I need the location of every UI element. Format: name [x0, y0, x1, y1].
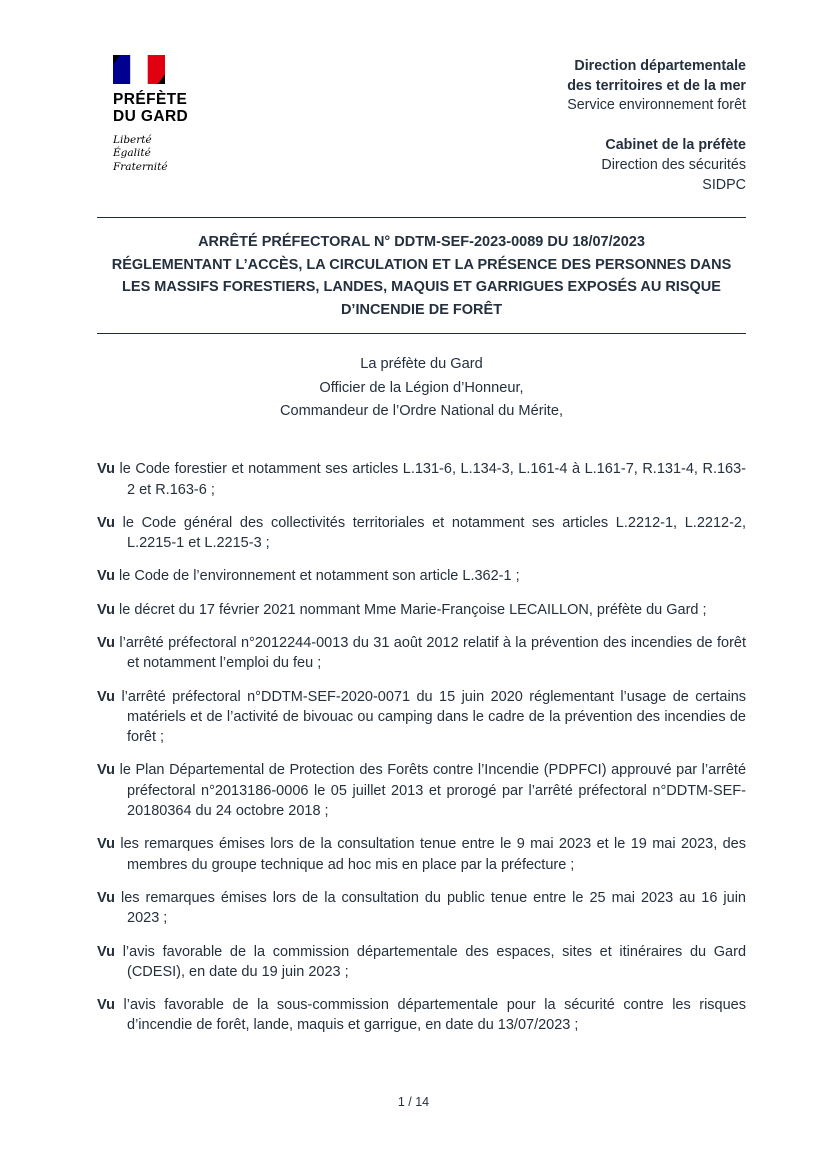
authority-block: [97, 353, 746, 423]
french-flag-icon: [113, 55, 165, 84]
vu-label: Vu: [97, 688, 115, 705]
decree-title-line: RÉGLEMENTANT L’ACCÈS, LA CIRCULATION ET LA PRÉSENCE DES PERSONNES DANS: [111, 256, 732, 273]
vu-label: Vu: [97, 601, 115, 618]
divider-above-title: [97, 217, 746, 218]
vu-item: [97, 513, 746, 554]
page-number: 1 / 14: [397, 1095, 430, 1109]
spacer: [567, 116, 746, 136]
motto-fraternite: Fraternité: [113, 161, 168, 173]
vu-text: l’arrêté préfectoral n°DDTM-SEF-2020-0071 du 15 juin 2020 réglementant l’usage de certains matériels et de l’activité de bivouac ou camping dans le cadre de la prévention des incendies de forêt ;: [121, 688, 747, 746]
motto-egalite: Égalité: [113, 147, 151, 160]
authority-line: Commandeur de l’Ordre National du Mérite,: [279, 402, 564, 419]
vu-label: Vu: [97, 889, 115, 906]
vu-label: Vu: [97, 943, 115, 960]
vu-item: [97, 687, 746, 748]
vu-text: le Code général des collectivités territoriales et notamment ses articles L.2212-1, L.2212-2, L.2215-1 et L.2215-3 ;: [122, 514, 746, 552]
republic-motto: [113, 134, 188, 175]
vu-text: le Plan Départemental de Protection des Forêts contre l’Incendie (PDPFCI) approuvé par l’arrêté préfectoral n°2013186-0006 le 05 juillet 2013 et prorogé par l’arrêté préfectoral n°DDTM-SEF-20180364 du 24 octobre 2018 ;: [119, 762, 747, 820]
vu-text: le décret du 17 février 2021 nommant Mme Marie-Françoise LECAILLON, préfète du Gard ;: [119, 601, 707, 618]
vu-label: Vu: [97, 461, 115, 478]
vu-label: Vu: [97, 762, 115, 779]
prefecture-name: [113, 91, 188, 126]
prefecture-name-line2: DU GARD: [113, 108, 189, 126]
decree-title-line: D’INCENDIE DE FORÊT: [340, 301, 503, 318]
decree-title: [97, 231, 746, 321]
authority-line: Officier de la Légion d’Honneur,: [319, 379, 524, 396]
vu-text: le Code de l’environnement et notamment son article L.362-1 ;: [119, 568, 520, 585]
vu-label: Vu: [97, 568, 115, 585]
vu-label: Vu: [97, 635, 115, 651]
prefecture-logo: [113, 55, 188, 175]
vu-label: Vu: [97, 836, 115, 853]
direction-line-1: Direction départementale: [574, 58, 746, 74]
vu-text: l’avis favorable de la sous-commission départementale pour la sécurité contre les risques d’incendie de forêt, lande, maquis et garrigue, en date du 13/07/2023 ;: [123, 997, 747, 1034]
vu-list: [97, 459, 746, 1036]
decree-title-line: ARRÊTÉ PRÉFECTORAL N° DDTM-SEF-2023-0089 DU 18/07/2023: [198, 234, 645, 251]
vu-item: [97, 633, 746, 674]
authority-line: La préfète du Gard: [360, 356, 483, 373]
vu-text: l’avis favorable de la commission départementale des espaces, sites et itinéraires du Gard (CDESI), en date du 19 juin 2023 ;: [122, 943, 747, 980]
vu-item: [97, 834, 746, 875]
vu-item: [97, 566, 746, 586]
vu-text: le Code forestier et notamment ses articles L.131-6, L.134-3, L.161-4 à L.161-7, R.131-4, R.163-2 et R.163-6 ;: [119, 461, 746, 498]
vu-label: Vu: [97, 997, 115, 1014]
issuing-service-block: [567, 55, 746, 195]
vu-item: [97, 888, 746, 929]
vu-text: les remarques émises lors de la consultation tenue entre le 9 mai 2023 et le 19 mai 2023, des membres du groupe technique ad hoc mis en place par la préfecture ;: [120, 836, 747, 873]
prefecture-name-line1: PRÉFÈTE: [113, 91, 188, 108]
vu-item: [97, 760, 746, 821]
vu-label: Vu: [97, 514, 115, 531]
cabinet-line: Cabinet de la préfète: [605, 137, 746, 154]
page-header: [97, 55, 746, 195]
motto-liberte: Liberté: [113, 133, 152, 146]
service-line: Service environnement forêt: [567, 97, 746, 114]
direction-securites-line: Direction des sécurités: [601, 156, 746, 173]
direction-line-2: des territoires et de la mer: [567, 77, 746, 94]
sidpc-line: SIDPC: [702, 176, 746, 193]
divider-below-title: [97, 333, 746, 334]
vu-text: l’arrêté préfectoral n°2012244-0013 du 31 août 2012 relatif à la prévention des incendies de forêt et notamment l’emploi du feu ;: [119, 635, 747, 672]
vu-item: [97, 942, 746, 983]
vu-item: [97, 459, 746, 500]
vu-item: [97, 600, 746, 620]
decree-title-line: LES MASSIFS FORESTIERS, LANDES, MAQUIS ET GARRIGUES EXPOSÉS AU RISQUE: [122, 279, 721, 296]
vu-text: les remarques émises lors de la consultation du public tenue entre le 25 mai 2023 au 16 juin 2023 ;: [121, 889, 746, 927]
vu-item: [97, 995, 746, 1036]
